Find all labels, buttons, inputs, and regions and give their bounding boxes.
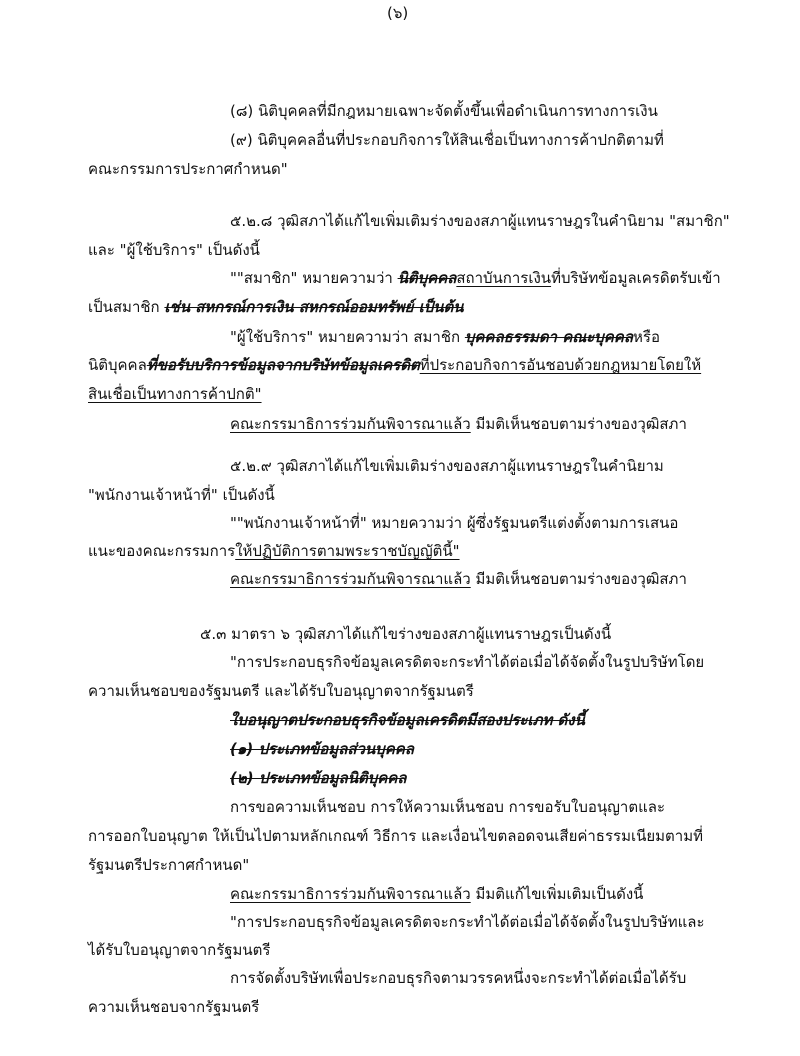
user-definition-line-2 — [88, 355, 701, 375]
user-definition-line-1 — [230, 327, 660, 347]
inserted-text: สถาบันการเงิน — [456, 269, 552, 287]
user-definition-lead: "ผู้ใช้บริการ" หมายความว่า สมาชิก — [230, 328, 465, 346]
user-definition-or: หรือ — [633, 328, 660, 346]
member-definition-line-1 — [230, 268, 721, 288]
committee-label: คณะกรรมาธิการร่วมกันพิจารณาแล้ว — [230, 415, 471, 433]
amendment-line-1: "การประกอบธุรกิจข้อมูลเครดิตจะกระทำได้ต่อเมื่อได้จัดตั้งในรูปบริษัทและ — [230, 913, 705, 931]
amendment-line-4: ความเห็นชอบจากรัฐมนตรี — [88, 998, 260, 1016]
inserted-text: ที่ประกอบกิจการอันชอบด้วยกฎหมายโดยให้ — [419, 356, 702, 374]
committee-text: มีมติแก้ไขเพิ่มเติมเป็นดังนี้ — [470, 885, 644, 903]
license-type-1: (๑) ประเภทข้อมูลส่วนบุคคล — [230, 740, 414, 758]
officer-definition-line-2 — [88, 541, 460, 561]
section-5-3-para-3-line-2: การออกใบอนุญาต ให้เป็นไปตามหลักเกณฑ์ วิธีการ และเงื่อนไขตลอดจนเสียค่าธรรมเนียมตามที่ — [88, 827, 703, 845]
section-5-2-8-heading-cont: และ "ผู้ใช้บริการ" เป็นดังนี้ — [88, 241, 260, 259]
member-definition-line-2 — [88, 297, 464, 317]
committee-resolution-5-3 — [230, 884, 643, 904]
committee-resolution-5-2-8 — [230, 414, 687, 434]
section-5-2-9-heading: ๕.๒.๙ วุฒิสภาได้แก้ไขเพิ่มเติมร่างของสภาผู้แทนราษฎรในคำนิยาม — [230, 457, 664, 475]
item-9-line-1: (๙) นิติบุคคลอื่นที่ประกอบกิจการให้สินเชื่อเป็นทางการค้าปกติตามที่ — [230, 131, 664, 149]
inserted-text: ให้ปฏิบัติการตามพระราชบัญญัตินี้" — [235, 542, 460, 560]
committee-resolution-5-2-9 — [230, 569, 687, 589]
section-5-3-para-3-line-1: การขอความเห็นชอบ การให้ความเห็นชอบ การขอรับใบอนุญาตและ — [230, 798, 665, 816]
committee-label: คณะกรรมาธิการร่วมกันพิจารณาแล้ว — [230, 570, 471, 588]
officer-definition-line-1: ""พนักงานเจ้าหน้าที่" หมายความว่า ผู้ซึ่งรัฐมนตรีแต่งตั้งตามการเสนอ — [230, 514, 679, 532]
member-definition-tail: ที่บริษัทข้อมูลเครดิตรับเข้า — [551, 269, 721, 287]
member-definition-lead-2: เป็นสมาชิก — [88, 298, 165, 316]
user-definition-line-3: สินเชื่อเป็นทางการค้าปกติ" — [88, 385, 262, 403]
page-number: (๖) — [387, 4, 409, 22]
item-9-line-2: คณะกรรมการประกาศกำหนด" — [88, 160, 288, 178]
section-5-3-para-1-line-2: ความเห็นชอบของรัฐมนตรี และได้รับใบอนุญาตจากรัฐมนตรี — [88, 682, 474, 700]
section-5-3-para-1-line-1: "การประกอบธุรกิจข้อมูลเครดิตจะกระทำได้ต่อเมื่อได้จัดตั้งในรูปบริษัทโดย — [230, 653, 705, 671]
struck-text: บุคคลธรรมดา คณะบุคคล — [464, 328, 633, 346]
section-5-2-8-heading: ๕.๒.๘ วุฒิสภาได้แก้ไขเพิ่มเติมร่างของสภาผู้แทนราษฎรในคำนิยาม "สมาชิก" — [230, 212, 730, 230]
user-definition-lead-2: นิติบุคคล — [88, 356, 147, 374]
committee-text: มีมติเห็นชอบตามร่างของวุฒิสภา — [470, 570, 687, 588]
section-5-3-para-2: ใบอนุญาตประกอบธุรกิจข้อมูลเครดิตมีสองประเภท ดังนี้ — [230, 711, 585, 729]
item-8: (๘) นิติบุคคลที่มีกฎหมายเฉพาะจัดตั้งขึ้นเพื่อดำเนินการทางการเงิน — [230, 102, 658, 120]
section-5-3-para-3-line-3: รัฐมนตรีประกาศกำหนด" — [88, 856, 250, 874]
member-definition-lead: ""สมาชิก" หมายความว่า — [230, 269, 398, 287]
license-type-2: (๒) ประเภทข้อมูลนิติบุคคล — [230, 769, 407, 787]
committee-label: คณะกรรมาธิการร่วมกันพิจารณาแล้ว — [230, 885, 471, 903]
section-5-3-heading: ๕.๓ มาตรา ๖ วุฒิสภาได้แก้ไขร่างของสภาผู้แทนราษฎรเป็นดังนี้ — [200, 625, 612, 643]
amendment-line-2: ได้รับใบอนุญาตจากรัฐมนตรี — [88, 941, 271, 959]
officer-definition-lead: แนะของคณะกรรมการ — [88, 542, 236, 560]
section-5-2-9-heading-cont: "พนักงานเจ้าหน้าที่" เป็นดังนี้ — [88, 486, 275, 504]
struck-text: นิติบุคคล — [397, 269, 457, 287]
struck-text: เช่น สหกรณ์การเงิน สหกรณ์ออมทรัพย์ เป็นต้น — [164, 298, 464, 316]
amendment-line-3: การจัดตั้งบริษัทเพื่อประกอบธุรกิจตามวรรคหนึ่งจะกระทำได้ต่อเมื่อได้รับ — [230, 969, 687, 987]
struck-text: ที่ขอรับบริการข้อมูลจากบริษัทข้อมูลเครดิต — [146, 356, 420, 374]
committee-text: มีมติเห็นชอบตามร่างของวุฒิสภา — [470, 415, 687, 433]
